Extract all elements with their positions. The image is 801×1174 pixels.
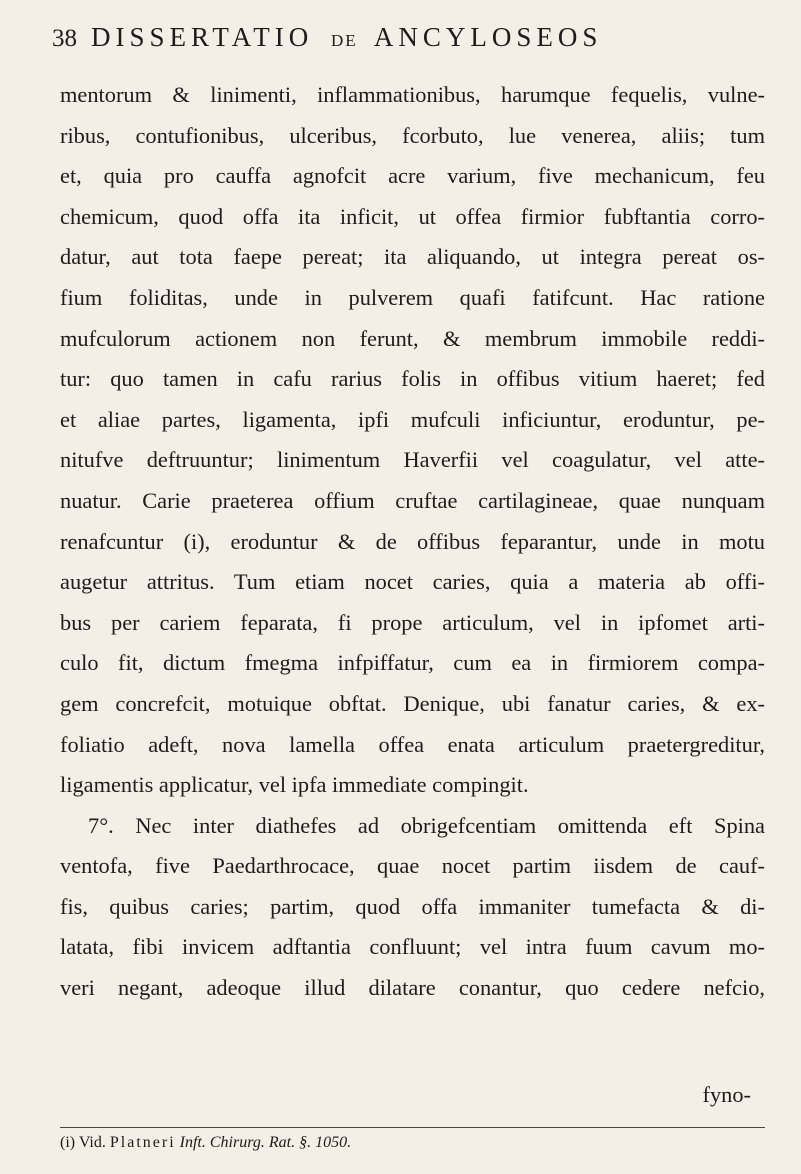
text-line: culo fit, dictum fmegma infpiffatur, cum ea in firmiorem compa- xyxy=(60,650,765,676)
text-line: datur, aut tota faepe pereat; ita aliquando, ut integra pereat os- xyxy=(60,244,765,270)
text-line: gem concrefcit, motuique obftat. Denique, ubi fanatur caries, & ex- xyxy=(60,690,765,716)
text-line: renafcuntur (i), eroduntur & de offibus feparantur, unde in motu xyxy=(60,528,765,554)
running-title-part1: DISSERTATIO xyxy=(91,22,314,52)
text-line: fis, quibus caries; partim, quod offa immaniter tumefacta & di- xyxy=(60,893,765,919)
text-line: ribus, contufionibus, ulceribus, fcorbuto, lue venerea, aliis; tum xyxy=(60,122,765,148)
text-line: fium foliditas, unde in pulverem quafi fatifcunt. Hac ratione xyxy=(60,284,765,310)
running-header xyxy=(52,22,761,62)
text-line: 7°. Nec inter diathefes ad obrigefcentiam omittenda eft Spina xyxy=(88,812,765,838)
page-number: 38 xyxy=(52,25,77,52)
text-line: chemicum, quod offa ita inficit, ut offea firmior fubftantia corro- xyxy=(60,203,765,229)
running-title xyxy=(91,22,602,53)
running-title-part2: ANCYLOSEOS xyxy=(373,22,603,52)
footnote-author: Platneri xyxy=(109,1134,176,1151)
catchword: fyno- xyxy=(702,1082,751,1107)
text-line: et, quia pro cauffa agnofcit acre varium, five mechanicum, feu xyxy=(60,163,765,189)
text-line: tur: quo tamen in cafu rarius folis in offibus vitium haeret; fed xyxy=(60,366,765,392)
footnote xyxy=(60,1134,351,1152)
footnote-vid: Vid. xyxy=(78,1134,106,1151)
footnote-marker: (i) xyxy=(60,1134,76,1151)
text-line: augetur attritus. Tum etiam nocet caries, quia a materia ab offi- xyxy=(60,569,765,595)
text-line: bus per cariem feparata, fi prope articulum, vel in ipfomet arti- xyxy=(60,609,765,635)
footnote-work: Inft. Chirurg. xyxy=(179,1134,265,1151)
text-line: mentorum & linimenti, inflammationibus, harumque fequelis, vulne- xyxy=(60,82,765,107)
running-title-de: DE xyxy=(330,31,358,50)
text-line: latata, fibi invicem adftantia confluunt; vel intra fuum cavum mo- xyxy=(60,934,765,960)
text-line: foliatio adeft, nova lamella offea enata articulum praetergreditur, xyxy=(60,731,765,757)
text-line: ventofa, five Paedarthrocace, quae nocet partim iisdem de cauf- xyxy=(60,853,765,879)
text-line: ligamentis applicatur, vel ipfa immediate compingit. xyxy=(60,772,529,798)
footnote-rule xyxy=(60,1127,765,1128)
text-line: et aliae partes, ligamenta, ipfi mufculi inficiuntur, eroduntur, pe- xyxy=(60,406,765,432)
body-text xyxy=(60,75,765,1009)
text-line: nuatur. Carie praeterea offium cruftae cartilagineae, quae nunquam xyxy=(60,487,765,513)
footnote-ref: Rat. §. 1050. xyxy=(268,1134,352,1151)
text-line: nitufve deftruuntur; linimentum Haverfii vel coagulatur, vel atte- xyxy=(60,447,765,473)
text-line: mufculorum actionem non ferunt, & membrum immobile reddi- xyxy=(60,325,765,351)
text-line: veri negant, adeoque illud dilatare conantur, quo cedere nefcio, xyxy=(60,975,765,1001)
